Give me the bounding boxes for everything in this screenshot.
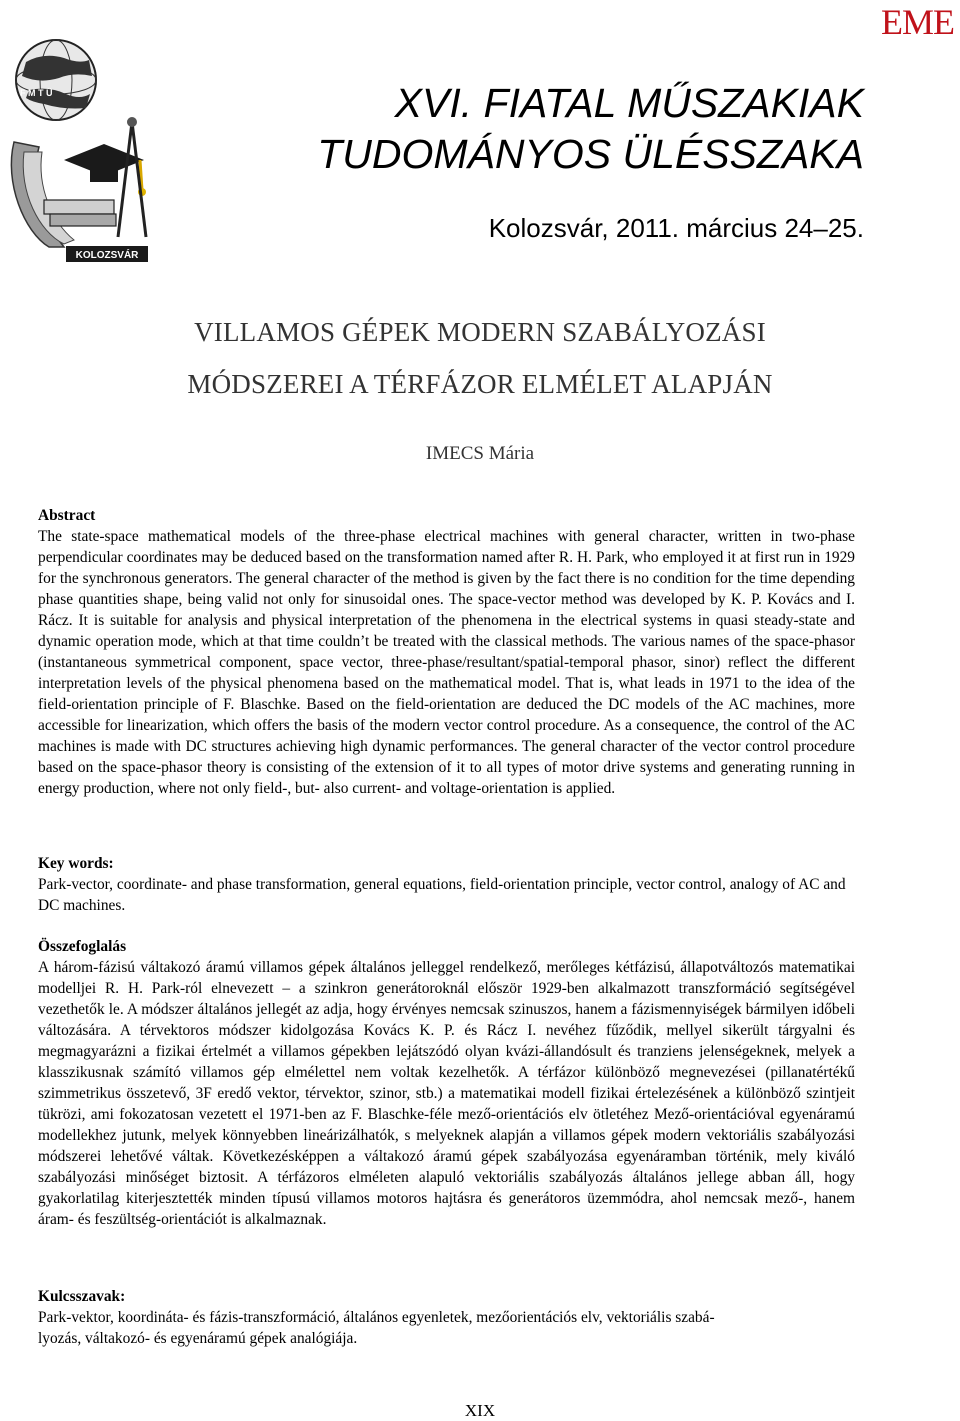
summary-section — [38, 936, 855, 1230]
conference-title-line-1: XVI. FIATAL MŰSZAKIAK — [394, 80, 864, 126]
logo-text: KOLOZSVÁR — [75, 250, 139, 261]
logo-graphic — [4, 32, 148, 264]
kulcsszavak-section — [38, 1286, 855, 1349]
abstract-section — [38, 505, 855, 799]
logo-globe-letters: F M T Ü — [20, 88, 53, 98]
keywords-text: Park-vector, coordinate- and phase transformation, general equations, field-orientation principle, vector control, analogy of AC and DC machines. — [38, 876, 846, 914]
author-name: IMECS Mária — [425, 443, 535, 464]
abstract-heading: Abstract — [38, 507, 96, 524]
eme-corner-mark: EME — [881, 2, 954, 42]
abstract-text: The state-space mathematical models of the three-phase electrical machines with general character, written in two-phase perpendicular coordinates may be deduced based on the transformation named after R. H. Park, who employed it at first run in 1929 for the synchronous generators. The general character of the method is given by the fact there is no condition for the time depending phase quantities shape, being valid not only for sinusoidal ones. The space-vector method was developed by K. P. Kovács and I. Rácz. It is suitable for analysis and physical interpretation of the phenomena in the electrical systems in quasi steady-state and dynamic operation mode, which at that time couldn’t be treated with the classical methods. The various names of the space-phasor (instantaneous symmetrical component, space vector, three-phase/resultant/spatial-temporal phasor, sinor) reflect the different interpretation levels of the physical phenomena based on the mathematical model. That is, what leads in 1971 to the idea of the field-orientation principle of F. Blaschke. Based on the field-orientation are deduced the DC models of the AC machines, more accessible for linearization, which offers the basis of the modern vector control procedure. As a consequence, the control of the AC machines is made with DC structures achieving high dynamic performances. The general character of the vector control procedure based on the space-phasor theory is consisting of the extension of it to all types of motor drive systems and generating running in energy production, where not only field-, but- also current- and voltage-orientation is applied. — [38, 528, 855, 797]
kulcsszavak-line-2: lyozás, váltakozó- és egyenáramú gépek analógiája. — [38, 1330, 358, 1347]
paper-title-line-2: MÓDSZEREI A TÉRFÁZOR ELMÉLET ALAPJÁN — [187, 369, 773, 399]
conference-title — [180, 78, 864, 180]
conference-logo — [4, 32, 148, 264]
conference-place-date: Kolozsvár, 2011. március 24–25. — [488, 213, 864, 243]
page-number: XIX — [464, 1401, 496, 1420]
kulcsszavak-heading: Kulcsszavak: — [38, 1288, 126, 1305]
summary-text: A három-fázisú váltakozó áramú villamos gépek általános jelleggel rendelkező, merőleges kétfázisú, állapotváltozós matematikai modelljei R. H. Park-ról elnevezett – a szinkron generátoroknál először 1929-ben alkalmazott transzformáció segítségével vezethetők le. A módszer általános jellegét az adja, hogy érvényes nemcsak szinuszos, hanem a fázismennyiségek bármilyen időbeli változására. A térvektoros módszer kidolgozása Kovács K. P. és Rácz I. nevéhez fűződik, mellyel sikerült tárgyalni és megmagyarázni a fizikai értelmét a villamos gépekben lejátszódó olyan kvázi-állandósult és tranziens jelenségeknek, melyek a klasszikusnak számító villamos gép elmélettel nem voltak kezelhetők. A térfázor különböző megnevezései (pillanatértékű szimmetrikus összetevő, 3F eredő vektor, térvektor, szinor, stb.) a matematikai modell fizikai értelezésének a különböző szintjeit tükrözi, ami fokozatosan vezetett el 1971-ben az F. Blaschke-féle mező-orientációs elv ötletéhez Mező-orientációval egyenáramú modellekhez jutunk, melyek könnyebben lineárizálhatók, s melyeknek alapján a villamos gépek modern vektoriális szabályozási módszerei lehetővé váltak. Következésképpen a váltakozó áramú gépek szabályozása egyenáramban történik, mely kiváló szabályozási minőséget biztosit. A térfázoros elméleten alapuló vektoriális szabályozás általános jellege abban áll, hogy gyakorlatilag kiterjesztették minden típusú villamos motoros hajtásra és generátoros üzemmódra, ahol nemcsak mező-, hanem áram- és feszültség-orientációt is alkalmaznak. — [38, 959, 855, 1228]
summary-heading: Összefoglalás — [38, 938, 127, 955]
paper-title — [0, 306, 960, 410]
keywords-section — [38, 853, 855, 916]
kulcsszavak-line-1: Park-vektor, koordináta- és fázis-transzformáció, általános egyenletek, mezőorientációs elv, vektoriális szabá- — [38, 1309, 715, 1326]
paper-title-line-1: VILLAMOS GÉPEK MODERN SZABÁLYOZÁSI — [194, 317, 766, 347]
keywords-heading: Key words: — [38, 855, 114, 872]
conference-title-line-2: TUDOMÁNYOS ÜLÉSSZAKA — [317, 131, 864, 177]
